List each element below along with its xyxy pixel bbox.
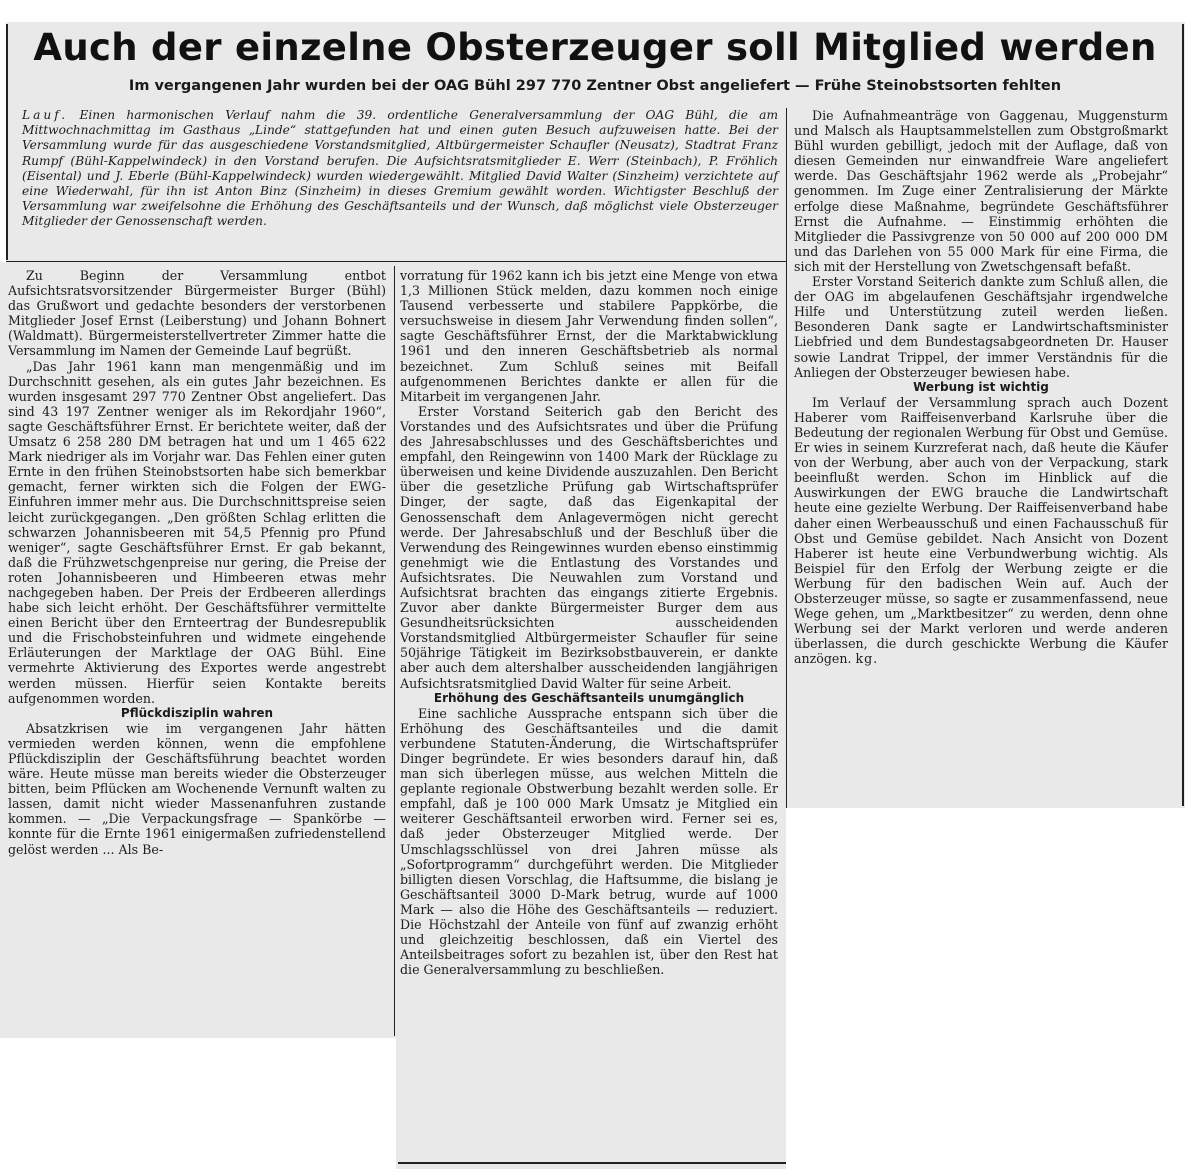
col3-paragraph-2: Erster Vorstand Seiterich dankte zum Schluß allen, die der OAG im abgelaufenen Geschäftsjahr irgendwelche Hilfe und Unterstützung zuteil werden ließen. Besonderen Dank sagte er Landwirtschaftsminister Liebfried und dem Bundestagsabgeordneten Dr. Hauser sowie Landrat Trippel, der immer Verständnis für die Anliegen der Obsterzeuger bewiesen habe. (794, 274, 1168, 380)
bottom-rule (398, 1162, 786, 1164)
right-border-rule (1182, 24, 1184, 806)
col1-paragraph-3: Absatzkrisen wie im vergangenen Jahr hätten vermieden werden können, wenn die empfohlene Pflückdisziplin der Geschäftsführung beachtet worden wäre. Heute müsse man bereits wieder die Obsterzeuger bitten, beim Pflücken am Wochenende Vernunft walten zu lassen, damit nicht wieder Massenanfuhren zustande kommen. — „Die Verpackungsfrage — Spankörbe — konnte für die Ernte 1961 einigermaßen zufriedenstellend gelöst werden ... Als Be- (8, 720, 386, 857)
article-column-3 (794, 108, 1168, 666)
column-rule-right (786, 108, 787, 808)
subtitle: Im vergangenen Jahr wurden bei der OAG Bühl 297 770 Zentner Obst angeliefert — Frühe Steinobstsorten fehlten (128, 78, 1062, 94)
headline: Auch der einzelne Obsterzeuger soll Mitglied werden (33, 26, 1157, 69)
article-column-2 (400, 268, 778, 977)
col3-paragraph-3-text: Im Verlauf der Versammlung sprach auch Dozent Haberer vom Raiffeisenverband Karlsruhe über die Bedeutung der regionalen Werbung für Obst und Gemüse. Er wies in seinem Kurzreferat nach, daß heute die Käufer von der Werbung, aber auch von der Verpackung, stark beeinflußt werden. Schon im Hinblick auf die Auswirkungen der EWG brauche die Landwirtschaft heute eine gezielte Werbung. Der Raiffeisenverband habe daher einen Werbeausschuß und einen Fachausschuß für Obst und Gemüse gebildet. Nach Ansicht von Dozent Haberer ist heute eine Verbundwerbung wichtig. Als Beispiel für den Erfolg der Werbung zeigte er die Werbung für den badischen Wein auf. Auch der Obsterzeuger müsse, so sagte er zusammenfassend, neue Wege gehen, um „Marktbesitzer“ zu werden, denn ohne Werbung sei der Markt verloren und werde anderen überlassen, die durch geschickte Werbung die Käufer anzögen. (794, 394, 1168, 667)
col1-subhead: Pflückdisziplin wahren (120, 705, 274, 720)
col3-paragraph-3 (794, 395, 1168, 667)
col2-paragraph-2: Erster Vorstand Seiterich gab den Bericht des Vorstandes und des Aufsichtsrates und über die Prüfung des Jahresabschlusses und des Geschäftsberichtes und empfahl, den Reingewinn von 1400 Mark der Rücklage zu überweisen und keine Dividende auszuzahlen. Den Bericht über die gesetzliche Prüfung gab Wirtschaftsprüfer Dinger, der sagte, daß das Eigenkapital der Genossenschaft dem Anlagevermögen nicht gerecht werde. Der Jahresabschluß und der Beschluß über die Verwendung des Reingewinnes wurden ebenso einstimmig genehmigt wie die Entlastung des Vorstandes und Aufsichtsrates. Die Neuwahlen zum Vorstand und Aufsichtsrat brachten das eingangs zitierte Ergebnis. Zuvor aber dankte Bürgermeister Burger dem aus Gesundheitsrücksichten ausscheidenden Vorstandsmitglied Altbürgermeister Schaufler für seine 50jährige Tätigkeit im Bezirksobstbauverein, er dankte aber auch dem altershalber ausscheidenden langjährigen Aufsichtsratsmitglied David Walter für seine Arbeit. (400, 403, 778, 691)
left-border-rule (6, 24, 8, 260)
column-rule-left (394, 266, 395, 1036)
author-signature: kg. (855, 651, 879, 667)
col3-paragraph-1: Die Aufnahmeanträge von Gaggenau, Muggensturm und Malsch als Hauptsammelstellen zum Obstgroßmarkt Bühl wurden gebilligt, jedoch mit der Auflage, daß von diesen Gemeinden nur einwandfreie Ware angeliefert werde. Das Geschäftsjahr 1962 werde als „Probejahr“ genommen. Im Zuge einer Zentralisierung der Märkte erfolge diese Maßnahme, begründete Geschäftsführer Ernst die Aufnahme. — Einstimmig erhöhten die Mitglieder die Passivgrenze von 50 000 auf 200 000 DM und das Darlehen von 55 000 Mark für eine Firma, die sich mit der Herstellung von Zwetschgensaft befaßt. (794, 108, 1168, 274)
col1-paragraph-1: Zu Beginn der Versammlung entbot Aufsichtsratsvorsitzender Bürgermeister Burger (Bühl) das Grußwort und gedachte besonders der verstorbenen Mitglieder Josef Ernst (Leiberstung) und Johann Bohnert (Waldmatt). Bürgermeisterstellvertreter Zimmer hatte die Versammlung im Namen der Gemeinde Lauf begrüßt. (8, 268, 386, 359)
col2-subhead: Erhöhung des Geschäftsanteils unumgänglich (433, 690, 745, 705)
lead-text: Einen harmonischen Verlauf nahm die 39. ordentliche Generalversammlung der OAG Bühl, die am Mittwochnachmittag im Gasthaus „Linde“ stattgefunden hat und einen guten Besuch aufzuweisen hatte. Bei der Versammlung wurde für das ausgeschiedene Vorstandsmitglied, Altbürgermeister Schaufler (Neusatz), Stadtrat Franz Rumpf (Bühl-Kappelwindeck) in den Vorstand berufen. Die Aufsichtsratsmitglieder E. Werr (Steinbach), P. Fröhlich (Eisental) und J. Eberle (Bühl-Kappelwindeck) wurden wiedergewählt. Mitglied David Walter (Sinzheim) verzichtete auf eine Wiederwahl, für ihn ist Anton Binz (Sinzheim) in dieses Gremium gewählt worden. Wichtigster Beschluß der Versammlung war zweifelsohne die Erhöhung des Geschäftsanteils und der Wunsch, daß möglichst viele Obsterzeuger Mitglieder der Genossenschaft werden. (22, 108, 779, 229)
lead-place: Lauf. (22, 108, 69, 122)
col3-subhead: Werbung ist wichtig (913, 379, 1049, 394)
col2-paragraph-1: vorratung für 1962 kann ich bis jetzt eine Menge von etwa 1,3 Millionen Stück melden, dazu kommen noch einige Tausend verbesserte und stabilere Pappkörbe, die versuchsweise in diesem Jahr Verwendung finden sollen“, sagte Geschäftsführer Ernst, der die Marktabwicklung 1961 und den inneren Geschäftsbetrieb als normal bezeichnet. Zum Schluß seines mit Beifall aufgenommenen Berichtes dankte er allen für die Mitarbeit im vergangenen Jahr. (400, 268, 778, 404)
lead-paragraph (22, 108, 778, 230)
lead-bottom-rule (6, 261, 786, 262)
col2-paragraph-3: Eine sachliche Aussprache entspann sich über die Erhöhung des Geschäftsanteiles und die damit verbundene Statuten-Änderung, die Wirtschaftsprüfer Dinger begründete. Er wies besonders darauf hin, daß man sich überlegen müsse, aus welchen Mitteln die geplante regionale Obstwerbung bezahlt werden solle. Er empfahl, daß je 100 000 Mark Umsatz je Mitglied ein weiterer Geschäftsanteil erworben wird. Ferner sei es, daß jeder Obsterzeuger Mitglied werde. Der Umschlagsschlüssel von drei Jahren müsse als „Sofortprogramm“ durchgeführt werden. Die Mitglieder billigten diesen Vorschlag, die Haftsumme, die bislang je Geschäftsanteil 3000 D-Mark betrug, wurde auf 1000 Mark — also die Höhe des Geschäftsanteils — reduziert. Die Höchstzahl der Anteile von fünf auf zwanzig erhöht und gleichzeitig beschlossen, daß ein Viertel des Anteilsbeitrages sofort zu bezahlen ist, über den Rest hat die Generalversammlung zu beschließen. (400, 705, 778, 978)
article-column-1 (8, 268, 386, 857)
col1-paragraph-2: „Das Jahr 1961 kann man mengenmäßig und im Durchschnitt gesehen, als ein gutes Jahr bezeichnen. Es wurden insgesamt 297 770 Zentner Obst angeliefert. Das sind 43 197 Zentner weniger als im Rekordjahr 1960“, sagte Geschäftsführer Ernst. Er berichtete weiter, daß der Umsatz 6 258 280 DM betragen hat und um 1 465 622 Mark niedriger als im Vorjahr war. Das Fehlen einer guten Ernte in den frühen Steinobstsorten habe sich bemerkbar gemacht, ferner wirkten sich die Folgen der EWG-Einfuhren immer mehr aus. Die Durchschnittspreise seien leicht zurückgegangen. „Den größten Schlag erlitten die schwarzen Johannisbeeren mit 54,5 Pfennig pro Pfund weniger“, sagte Geschäftsführer Ernst. Er gab bekannt, daß die Frühzwetschgenpreise nur gering, die Preise der roten Johannisbeeren und Himbeeren etwas mehr nachgegeben haben. Der Preis der Erdbeeren allerdings habe sich leicht erhöht. Der Geschäftsführer vermittelte einen Bericht über den Ernteertrag der Bundesrepublik und die Frischobsteinfuhren und widmete eingehende Erläuterungen der Marktlage der OAG Bühl. Eine vermehrte Aktivierung des Exportes werde angestrebt werden müssen. Hierfür seien Kontakte bereits aufgenommen worden. (8, 358, 386, 706)
